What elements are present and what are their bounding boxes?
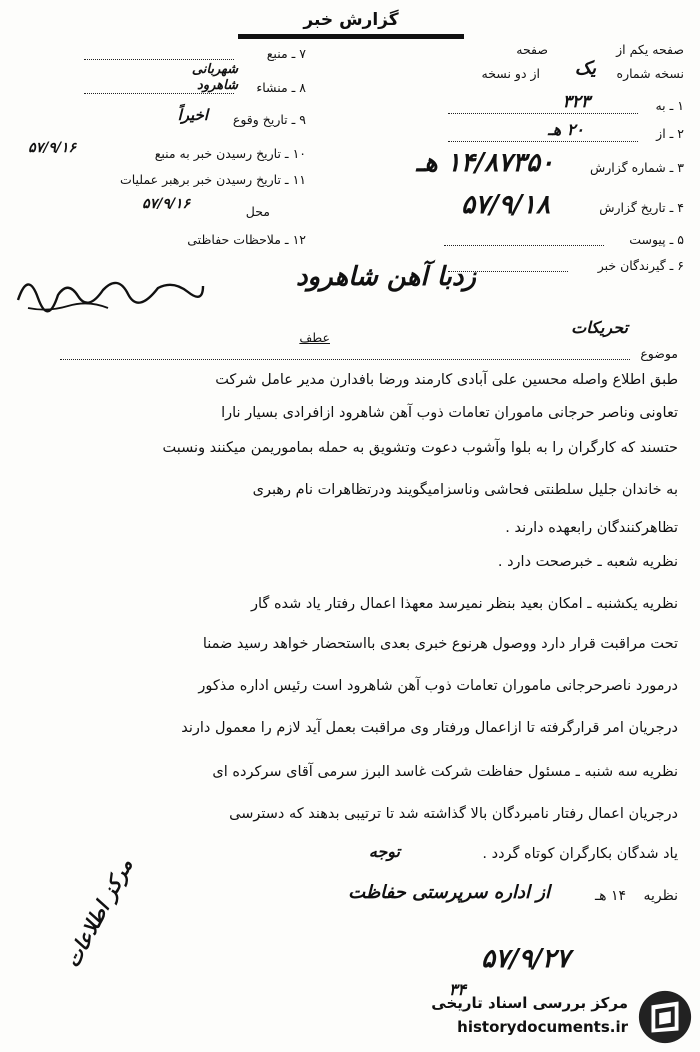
- field-from-label: ۲ ـ از: [656, 126, 684, 141]
- field-from-value: ۲۰ هـ: [548, 120, 584, 139]
- field-to-dots: [448, 112, 638, 114]
- field-source-dots: [84, 58, 234, 60]
- body-line: درجریان اعمال رفتار نامبردگان بالا گذاشته شد تا ترتیبی بدهند که دسترسی: [229, 806, 678, 822]
- body-line: نظریه سه شنبه ـ مسئول حفاظت شرکت غاسد البرز سرمی آقای سرکرده ای: [212, 764, 678, 780]
- subject-dots: [60, 358, 630, 360]
- field-report-date-label: ۴ ـ تاریخ گزارش: [599, 200, 684, 215]
- field-page-suffix: صفحه: [516, 42, 548, 57]
- field-attachment-dots: [444, 244, 604, 246]
- field-source-receipt-date-label: ۱۰ ـ تاریخ رسیدن خبر به منبع: [154, 146, 306, 161]
- field-copy-value: یک: [574, 58, 596, 79]
- field-origin-label: ۸ ـ منشاء: [256, 80, 306, 95]
- body-line: حتسند که کارگران را به بلوا وآشوب دعوت وتشویق به حمله بماموریمن میکنند ونسبت: [162, 440, 678, 456]
- watermark-logo: [408, 982, 700, 1052]
- field-source-receipt-date-value: ۵۷/۹/۱۶: [28, 140, 76, 156]
- field-from-dots: [448, 140, 638, 142]
- body-line: تعاونی وناصر حرجانی ماموران تعامات ذوب آهن شاهرود ازافرادی بسیار نارا: [221, 405, 678, 421]
- margin-note: مرکز اطلاعات: [60, 854, 138, 972]
- body-line: نظریه شعبه ـ خبرصحت دارد .: [497, 554, 678, 570]
- field-to-value: ۳۲۳: [562, 92, 590, 112]
- body-line: درمورد ناصرحرجانی ماموران تعامات ذوب آهن شاهرود است رئیس اداره مذکور: [198, 678, 678, 694]
- body-line: به خاندان جلیل سلطنتی فحاشی وناسزامیگویند ودرتظاهرات نام رهبری: [252, 482, 678, 498]
- handwritten-header: زدبا آهن شاهرود: [295, 262, 476, 292]
- document-title: [238, 10, 464, 44]
- field-occurrence-date-label: ۹ ـ تاریخ وقوع: [232, 112, 306, 127]
- body-line: تظاهرکنندگان رابعهده دارند .: [505, 520, 678, 536]
- field-attachment-label: ۵ ـ پیوست: [629, 232, 684, 247]
- body-line: درجریان امر قرارگرفته تا ازاعمال ورفتار وی مراقبت بعمل آید لازم را معمول دارند: [181, 720, 678, 736]
- watermark-en: historydocuments.ir: [457, 1018, 628, 1036]
- body-line: نظریه یکشنبه ـ امکان بعید بنظر نمیرسد معهذا اعمال رفتار یاد شده گار: [251, 596, 678, 612]
- field-report-number-label: ۳ ـ شماره گزارش: [589, 160, 684, 175]
- field-to-label: ۱ ـ به: [655, 98, 684, 113]
- watermark-fa: مرکز بررسی اسناد تاریخی: [431, 994, 628, 1012]
- atf-label: عطف: [299, 330, 330, 345]
- footer-note-value: ۱۴ هـ: [595, 888, 626, 904]
- field-source-label: ۷ ـ منبع: [266, 46, 306, 61]
- body-line: یاد شدگان بکارگران کوتاه گردد .: [482, 846, 678, 862]
- title-underline: [238, 34, 464, 39]
- footer-note-label: نظریه: [643, 888, 678, 904]
- field-recipients-label: ۶ ـ گیرندگان خبر: [597, 258, 684, 273]
- title-text: گزارش خبر: [303, 10, 399, 30]
- field-origin-dots: [84, 92, 234, 94]
- field-copy-suffix: از دو نسخه: [481, 66, 540, 81]
- body-line: طبق اطلاع واصله محسین علی آبادی کارمند ورضا بافدارن مدیر عامل شرکت: [215, 372, 678, 388]
- field-location-value: ۵۷/۹/۱۶: [142, 196, 190, 212]
- field-leader-receipt-date-label: ۱۱ ـ تاریخ رسیدن خبر برهبر عملیات: [119, 172, 306, 187]
- handwritten-scribble-icon: [8, 260, 208, 320]
- field-occurrence-date-value: اخیراً: [177, 106, 208, 124]
- body-line: تحت مراقبت قرار دارد ووصول هرنوع خبری بعدی بااستحضار خواهد رسید ضمنا: [202, 636, 678, 652]
- field-origin-value: شهربانی شاهرود: [191, 62, 238, 93]
- footer-date: ۵۷/۹/۲۷: [481, 944, 570, 974]
- handwritten-subject: تحریکات: [571, 318, 628, 337]
- footer-signature: از اداره سرپرستی حفاظت: [348, 882, 550, 903]
- field-location-label: محل: [245, 204, 270, 219]
- field-report-date-value: ۵۷/۹/۱۸: [461, 190, 550, 220]
- field-copy-label: نسخه شماره: [616, 66, 684, 81]
- archive-logo-icon: [636, 988, 694, 1046]
- body-annotation: توجه: [368, 842, 400, 861]
- field-report-number-value: ۱۴/۸۷۳۵۰ هـ: [416, 148, 554, 178]
- footer-code: ۳۴: [448, 980, 466, 999]
- subject-label: موضوع: [640, 346, 678, 361]
- field-security-notes-label: ۱۲ ـ ملاحظات حفاظتی: [187, 232, 306, 247]
- field-page-label: صفحه یکم از: [616, 42, 684, 57]
